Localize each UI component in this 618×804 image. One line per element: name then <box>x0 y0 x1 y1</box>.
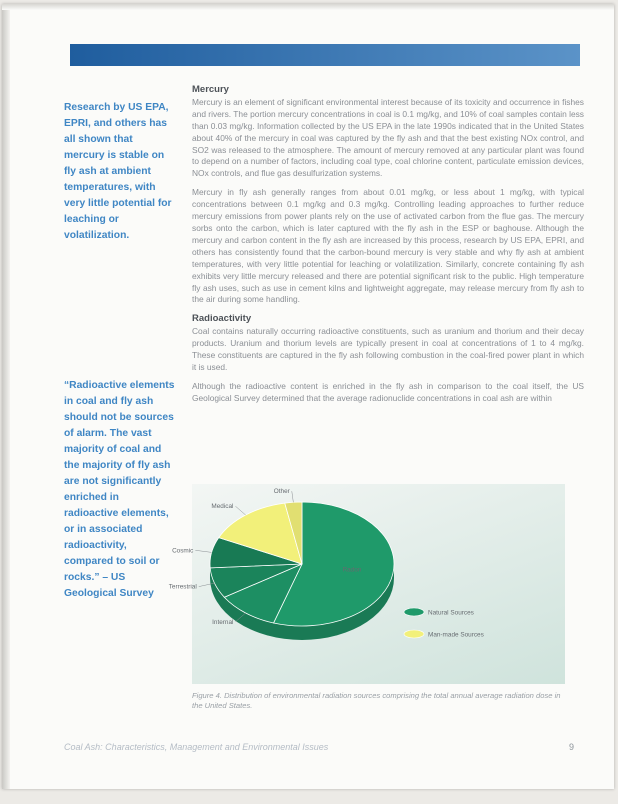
pie-leader-other <box>292 491 294 502</box>
pie-label-internal: Internal <box>212 618 234 626</box>
pie-label-other: Other <box>273 488 290 496</box>
header-color-bar <box>70 44 580 66</box>
pie-label-radon: Radon <box>342 566 362 574</box>
radiation-pie-chart <box>168 484 565 684</box>
pie-label-terrestrial: Terrestrial <box>168 583 197 591</box>
mercury-paragraph-1: Mercury is an element of significant environmental interest because of its toxicity and occurrence in fishes and rivers. The portion mercury concentrations in coal is 0.1 mg/kg, and 10% of coal samples contain less than 0.03 mg/kg. Information collected by the US EPA in the late 1990s indicated that in the United States about 40% of the mercury in coal was captured by the fly ash and that the best existing NOx control, and SO2 was released to the atmosphere. The amount of mercury removed at any particular plant was found to depend on a number of factors, including coal type, coal chlorine content, particulate emission devices, NOx controls, and flue gas desulfurization systems. <box>192 96 584 179</box>
legend-swatch-man-made-sources <box>404 630 424 638</box>
legend-label-man-made-sources: Man-made Sources <box>428 631 484 639</box>
pie-chart-svg <box>168 484 565 684</box>
page-footer <box>64 742 574 756</box>
pie-label-medical: Medical <box>211 503 234 511</box>
figure-caption: Figure 4. Distribution of environmental radiation sources comprising the total annual average radiation dose in the United States. <box>192 691 561 710</box>
page-top-shadow <box>2 4 614 10</box>
main-text-column <box>192 84 584 412</box>
legend-swatch-natural-sources <box>404 608 424 616</box>
radioactivity-paragraph-1: Coal contains naturally occurring radioactive constituents, such as uranium and thorium and their decay products. Uranium and thorium levels are typically present in coal at concentrations of 1 to 4 mg/kg. These constituents are captured in the fly ash following combustion in the coal-fired power plant in which it is used. <box>192 326 584 372</box>
page-number: 9 <box>568 742 574 752</box>
pie-label-cosmic: Cosmic <box>172 547 194 555</box>
pie-leader-medical <box>235 506 245 515</box>
section-heading-mercury: Mercury <box>192 84 229 95</box>
section-heading-radioactivity: Radioactivity <box>192 313 252 325</box>
legend-label-natural-sources: Natural Sources <box>428 609 474 617</box>
document-page <box>2 4 614 789</box>
radioactivity-paragraph-2: Although the radioactive content is enriched in the fly ash in comparison to the coal itself, the US Geological Survey determined that the average radionuclide concentrations in coal ash are within <box>192 380 584 403</box>
pullquote-mercury: Research by US EPA, EPRI, and others has all shown that mercury is stable on fly ash at ambient temperatures, with very little potential for leaching or volatilization. <box>64 102 172 241</box>
page-edge-shadow <box>2 4 10 789</box>
footer-title: Coal Ash: Characteristics, Management and Environmental Issues <box>64 742 329 752</box>
pie-leader-cosmic <box>195 550 211 552</box>
mercury-paragraph-2: Mercury in fly ash generally ranges from about 0.01 mg/kg, or less about 1 mg/kg, with typical concentrations between 0.1 mg/kg and 0.3 mg/kg. Controlling leading approaches to further reduce mercury emissions from power plants rely on the use of activated carbon from the flue gas. The mercury sorbs onto the carbon, which is later captured with the fly ash in the ESP or baghouse. Although the mercury and carbon content in the fly ash are increased by this process, research by US EPA, EPRI, and others has consistently found that the carbon-bound mercury is very stable and why fly ash at ambient temperatures, with very little potential for leaching or volatilization. Similarly, concrete containing fly ash exhibits very little mercury released and there are potential significant risk to the public. High temperature fly ash uses, such as use in cement kilns and lightweight aggregate, may release mercury from fly ash to the air during some handling. <box>192 187 584 305</box>
pullquote-usgs: “Radioactive elements in coal and fly ash should not be sources of alarm. The vast majority of coal and the majority of fly ash are not significantly enriched in radioactive elements, or in associated radioactivity, compared to soil or rocks.” – US Geological Survey <box>64 380 175 599</box>
